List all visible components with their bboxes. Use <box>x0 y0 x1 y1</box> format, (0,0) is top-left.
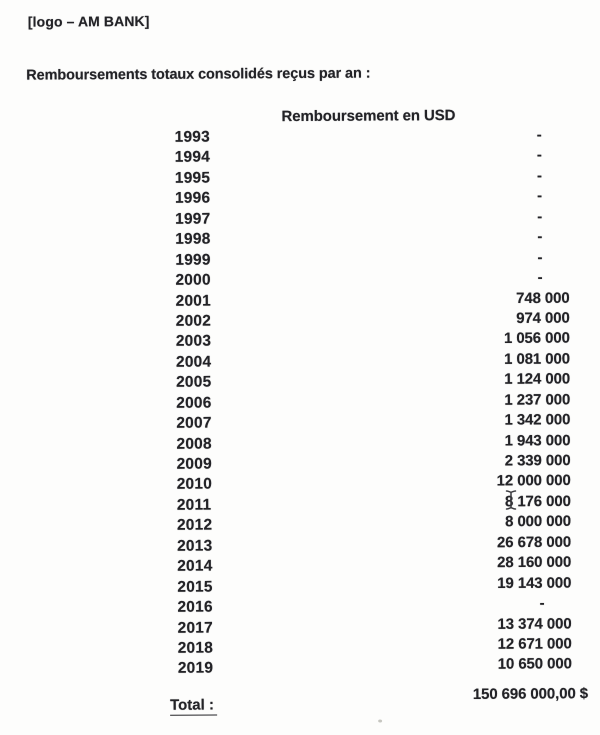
year-cell: 2019 <box>177 659 214 678</box>
column-header-remboursement-usd: Remboursement en USD <box>281 107 456 126</box>
value-cell: 28 160 000 <box>497 553 572 572</box>
year-cell: 2001 <box>175 292 211 310</box>
repayments-table <box>0 125 600 680</box>
year-cell: 2012 <box>176 516 213 535</box>
scan-speck <box>378 720 382 723</box>
year-cell: 2018 <box>177 639 214 657</box>
value-cell: 1 237 000 <box>504 390 571 409</box>
year-cell: 1998 <box>175 230 211 248</box>
year-cell: 2003 <box>175 332 212 351</box>
value-cell: 1 943 000 <box>504 431 571 450</box>
year-cell: 2002 <box>175 312 212 330</box>
year-cell: 2007 <box>176 414 212 432</box>
year-cell: 2011 <box>176 496 212 514</box>
year-cell: 1995 <box>174 169 211 187</box>
value-cell: - <box>537 228 543 246</box>
value-cell: 19 143 000 <box>497 574 572 592</box>
value-cell: 748 000 <box>515 289 570 307</box>
value-cell: - <box>539 594 545 612</box>
value-cell: 8 000 000 <box>505 513 571 531</box>
year-cell: 1999 <box>175 251 211 269</box>
year-cell: 2013 <box>177 537 213 555</box>
year-cell: 2009 <box>176 455 212 473</box>
value-cell: 1 124 000 <box>504 370 571 389</box>
year-cell: 2010 <box>176 475 213 494</box>
value-cell: - <box>536 167 542 185</box>
year-cell: 1993 <box>174 128 210 146</box>
value-cell: 2 339 000 <box>504 452 571 470</box>
year-cell: 2014 <box>177 557 213 575</box>
year-cell: 2008 <box>176 435 212 453</box>
value-cell: - <box>537 269 543 287</box>
value-cell: 1 081 000 <box>504 350 571 368</box>
value-cell: 10 650 000 <box>497 655 572 674</box>
total-value: 150 696 000,00 $ <box>472 685 589 703</box>
value-cell: 13 374 000 <box>497 614 572 633</box>
year-cell: 2005 <box>176 373 212 392</box>
value-cell: - <box>537 207 543 225</box>
value-cell: 12 671 000 <box>497 635 572 653</box>
value-cell: 1 056 000 <box>503 329 570 348</box>
year-cell: 2017 <box>177 619 213 637</box>
value-cell: - <box>536 146 542 164</box>
year-cell: 2015 <box>177 578 213 596</box>
value-cell: 12 000 000 <box>496 472 571 490</box>
year-cell: 2000 <box>175 271 211 289</box>
value-cell: 974 000 <box>516 309 570 327</box>
year-cell: 2004 <box>175 353 212 371</box>
value-cell: - <box>536 187 543 205</box>
year-cell: 1994 <box>174 148 211 167</box>
document-title: Remboursements totaux consolidés reçus par an : <box>26 65 371 84</box>
table-row <box>2 657 600 681</box>
value-cell: - <box>536 126 542 144</box>
year-cell: 2006 <box>176 394 212 412</box>
total-label: Total : <box>170 697 217 716</box>
year-cell: 1996 <box>174 189 211 208</box>
bank-logo-placeholder: [logo – AM BANK] <box>27 12 150 30</box>
value-cell: - <box>537 248 543 266</box>
year-cell: 2016 <box>177 598 213 616</box>
value-cell: 1 342 000 <box>504 411 571 429</box>
value-cell: 8 176 000 <box>504 492 571 511</box>
year-cell: 1997 <box>175 210 211 228</box>
value-cell: 26 678 000 <box>496 533 572 551</box>
